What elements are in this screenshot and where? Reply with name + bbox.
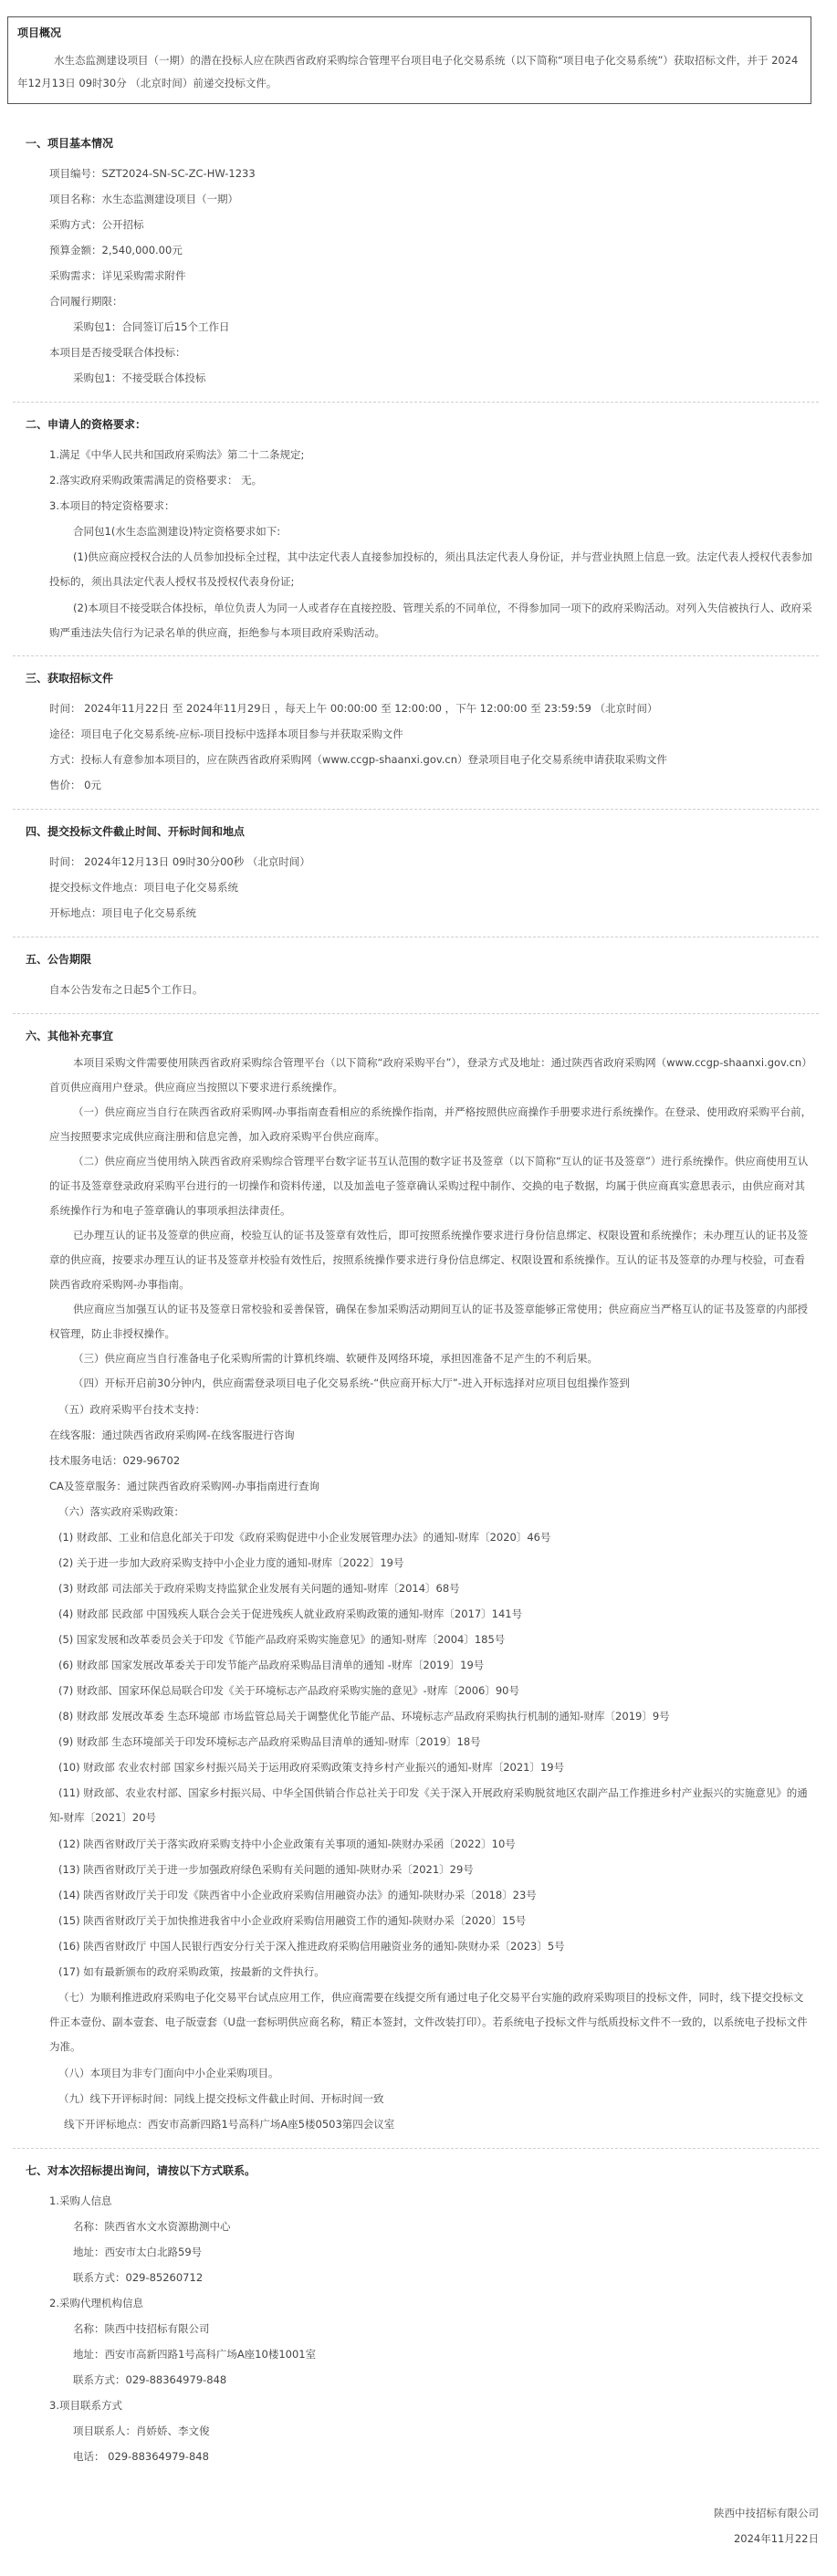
qualification-para: (1)供应商应授权合法的人员参加投标全过程，其中法定代表人直接参加投标的，须出具法定代表人身份证，并与营业执照上信息一致。法定代表人授权代表参加投标的，须出具法定代表人授权书及授权代表身份证;	[49, 550, 812, 588]
policy-item: (13) 陕西省财政厅关于进一步加强政府绿色采购有关问题的通知-陕财办采〔2021〕29号	[58, 1863, 474, 1876]
policy-item: (12) 陕西省财政厅关于落实政府采购支持中小企业政策有关事项的通知-陕财办采函〔2022〕10号	[58, 1838, 516, 1850]
policy-item: (14) 陕西省财政厅关于印发《陕西省中小企业政府采购信用融资办法》的通知-陕财办采〔2018〕23号	[58, 1889, 537, 1901]
qualification-line: 2.落实政府采购政策需满足的资格要求： 无。	[49, 474, 263, 487]
supplement-para: （三）供应商应当自行准备电子化采购所需的计算机终端、软硬件及网络环境，承担因准备不足产生的不利后果。	[73, 1352, 598, 1365]
supplement-para: （七）为顺利推进政府采购电子化交易平台试点应用工作，供应商需要在线提交所有通过电子化交易平台实施的政府采购项目的投标文件，同时，线下提交投标文件正本壹份、副本壹套、电子版壹套（U盘一套标明供应商名称，精正本签封，文件改装打印）。若系统电子投标文件与纸质投标文件不一致的，以系统电子投标文件为准。	[49, 1991, 808, 2053]
procurement-needs: 采购需求：详见采购需求附件	[49, 269, 186, 282]
policy-item: (7) 财政部、国家环保总局联合印发《关于环境标志产品政府采购实施的意见》-财库〔2006〕90号	[58, 1684, 519, 1697]
online-service: 在线客服：通过陕西省政府采购网-在线客服进行咨询	[49, 1429, 295, 1441]
supplement-para: 已办理互认的证书及签章的供应商，校验互认的证书及签章有效性后，即可按照系统操作要求进行身份信息绑定、权限设置和系统操作；未办理互认的证书及签章的供应商，按要求办理互认的证书及签章并校验有效性后，按照系统操作要求进行身份信息绑定、权限设置和系统操作。互认的证书及签章的办理与校验，可查看陕西省政府采购网-办事指南。	[49, 1229, 808, 1291]
submit-location: 提交投标文件地点：项目电子化交易系统	[49, 881, 238, 894]
tech-phone: 技术服务电话：029-96702	[49, 1454, 181, 1467]
summary-box	[7, 16, 811, 104]
divider	[13, 655, 819, 656]
section-7-heading: 七、对本次招标提出询问，请按以下方式联系。	[26, 2164, 256, 2177]
project-contact-phone: 电话： 029-88364979-848	[73, 2450, 209, 2463]
project-number: 项目编号：SZT2024-SN-SC-ZC-HW-1233	[49, 167, 256, 180]
supplement-para: （一）供应商应当自行在陕西省政府采购网-办事指南查看相应的系统操作指南，并严格按照供应商操作手册要求进行系统操作。在登录、使用政府采购平台前，应当按照要求完成供应商注册和信息完善，加入政府采购平台供应商库。	[49, 1105, 812, 1143]
section-4-heading: 四、提交投标文件截止时间、开标时间和地点	[26, 825, 246, 838]
doc-time: 时间： 2024年11月22日 至 2024年11月29日 ，每天上午 00:00:00 至 12:00:00 ，下午 12:00:00 至 23:59:59 （北京时间）	[49, 702, 658, 715]
tech-support-heading: （五）政府采购平台技术支持：	[58, 1403, 205, 1416]
supplement-para: 供应商应当加强互认的证书及签章日常校验和妥善保管，确保在参加采购活动期间互认的证书及签章能够正常使用；供应商应当严格互认的证书及签章的内部授权管理，防止非授权操作。	[49, 1303, 808, 1340]
offline-time: （九）线下开评标时间：同线上提交投标文件截止时间、开标时间一致	[58, 2092, 384, 2105]
doc-method: 方式：投标人有意参加本项目的，应在陕西省政府采购网（www.ccgp-shaanxi.gov.cn）登录项目电子化交易系统申请获取采购文件	[49, 753, 668, 766]
section-2-heading: 二、申请人的资格要求：	[26, 418, 147, 431]
supplement-para: 本项目采购文件需要使用陕西省政府采购综合管理平台（以下简称“政府采购平台”），登录方式及地址：通过陕西省政府采购网（www.ccgp-shaanxi.gov.cn）首页供应商用户登录。供应商应当按照以下要求进行系统操作。	[49, 1056, 812, 1094]
opening-location: 开标地点：项目电子化交易系统	[49, 906, 196, 919]
summary-title: 项目概况	[17, 26, 62, 39]
qualification-line: 3.本项目的特定资格要求：	[49, 499, 175, 512]
contract-period-label: 合同履行期限：	[49, 295, 123, 308]
ca-service: CA及签章服务：通过陕西省政府采购网-办事指南进行查询	[49, 1480, 320, 1492]
policy-item: (16) 陕西省财政厅 中国人民银行西安分行关于深入推进政府采购信用融资业务的通知-陕财办采〔2023〕5号	[58, 1940, 565, 1953]
section-1-heading: 一、项目基本情况	[26, 137, 114, 150]
policy-item: (1) 财政部、工业和信息化部关于印发《政府采购促进中小企业发展管理办法》的通知-财库〔2020〕46号	[58, 1531, 551, 1544]
agency-contact: 联系方式：029-88364979-848	[73, 2373, 227, 2386]
section-5-heading: 五、公告期限	[26, 953, 92, 966]
offline-location: 线下开评标地点：西安市高新四路1号高科广场A座5楼0503第四会议室	[64, 2118, 395, 2131]
section-6-heading: 六、其他补充事宜	[26, 1030, 114, 1042]
divider	[13, 402, 819, 403]
joint-bid-pkg1: 采购包1：不接受联合体投标	[73, 372, 206, 384]
sme-note: （八）本项目为非专门面向中小企业采购项目。	[58, 2067, 279, 2079]
budget-amount: 预算金额：2,540,000.00元	[49, 244, 183, 257]
agency-address: 地址：西安市高新四路1号高科广场A座10楼1001室	[73, 2348, 317, 2361]
policy-item: (17) 如有最新颁布的政府采购政策，按最新的文件执行。	[58, 1965, 325, 1978]
procurement-method: 采购方式：公开招标	[49, 218, 144, 231]
policy-item: (11) 财政部、农业农村部、国家乡村振兴局、中华全国供销合作总社关于印发《关于深入开展政府采购脱贫地区农副产品工作推进乡村产业振兴的实施意见》的通知-财库〔2021〕20号	[49, 1786, 808, 1824]
doc-price: 售价： 0元	[49, 779, 101, 791]
deadline-time: 时间： 2024年12月13日 09时30分00秒 （北京时间）	[49, 855, 310, 868]
agency-info-heading: 2.采购代理机构信息	[49, 2297, 143, 2309]
divider	[13, 809, 819, 810]
summary-text: 水生态监测建设项目（一期）的潜在投标人应在陕西省政府采购综合管理平台项目电子化交易系统（以下简称“项目电子化交易系统”）获取招标文件，并于 2024年12月13日 09时30分 （北京时间）前递交投标文件。	[17, 54, 799, 89]
qualification-para: (2)本项目不接受联合体投标，单位负责人为同一人或者存在直接控股、管理关系的不同单位，不得参加同一项下的政府采购活动。对列入失信被执行人、政府采购严重违法失信行为记录名单的供应商，拒绝参与本项目政府采购活动。	[49, 602, 812, 639]
policy-item: (5) 国家发展和改革委员会关于印发《节能产品政府采购实施意见》的通知-财库〔2004〕185号	[58, 1633, 506, 1646]
joint-bid-label: 本项目是否接受联合体投标：	[49, 346, 186, 359]
project-contact-person: 项目联系人：肖娇娇、李文俊	[73, 2424, 210, 2437]
buyer-info-heading: 1.采购人信息	[49, 2194, 112, 2207]
project-name: 项目名称：水生态监测建设项目（一期）	[49, 193, 238, 205]
divider	[13, 2148, 819, 2149]
policy-item: (3) 财政部 司法部关于政府采购支持监狱企业发展有关问题的通知-财库〔2014〕68号	[58, 1582, 460, 1595]
policy-heading: （六）落实政府采购政策：	[58, 1505, 184, 1518]
footer-org: 陕西中技招标有限公司	[714, 2507, 819, 2519]
doc-route: 途径：项目电子化交易系统-应标-项目投标中选择本项目参与并获取采购文件	[49, 728, 403, 740]
buyer-contact: 联系方式：029-85260712	[73, 2271, 204, 2284]
policy-item: (8) 财政部 发展改革委 生态环境部 市场监管总局关于调整优化节能产品、环境标志产品政府采购执行机制的通知-财库〔2019〕9号	[58, 1710, 670, 1723]
contract-period-pkg1: 采购包1：合同签订后15个工作日	[73, 320, 230, 333]
notice-period: 自本公告发布之日起5个工作日。	[49, 983, 204, 996]
supplement-para: （四）开标开启前30分钟内，供应商需登录项目电子化交易系统-“供应商开标大厅”-进入开标选择对应项目包组操作签到	[73, 1377, 630, 1389]
qualification-line: 1.满足《中华人民共和国政府采购法》第二十二条规定;	[49, 448, 305, 461]
policy-item: (2) 关于进一步加大政府采购支持中小企业力度的通知-财库〔2022〕19号	[58, 1556, 404, 1569]
policy-item: (4) 财政部 民政部 中国残疾人联合会关于促进残疾人就业政府采购政策的通知-财库〔2017〕141号	[58, 1607, 523, 1620]
section-3-heading: 三、获取招标文件	[26, 672, 114, 685]
project-contact-heading: 3.项目联系方式	[49, 2399, 122, 2412]
policy-item: (6) 财政部 国家发展改革委关于印发节能产品政府采购品目清单的通知 -财库〔2019〕19号	[58, 1659, 485, 1671]
policy-item: (15) 陕西省财政厅关于加快推进我省中小企业政府采购信用融资工作的通知-陕财办采〔2020〕15号	[58, 1914, 527, 1927]
policy-item: (9) 财政部 生态环境部关于印发环境标志产品政府采购品目清单的通知-财库〔2019〕18号	[58, 1735, 481, 1748]
footer-date: 2024年11月22日	[733, 2532, 819, 2545]
buyer-name: 名称：陕西省水文水资源勘测中心	[73, 2220, 231, 2233]
buyer-address: 地址：西安市太白北路59号	[73, 2246, 203, 2258]
agency-name: 名称：陕西中技招标有限公司	[73, 2322, 210, 2335]
policy-item: (10) 财政部 农业农村部 国家乡村振兴局关于运用政府采购政策支持乡村产业振兴的通知-财库〔2021〕19号	[58, 1761, 565, 1774]
supplement-para: （二）供应商应当使用纳入陕西省政府采购综合管理平台数字证书互认范围的数字证书及签章（以下简称“互认的证书及签章”）进行系统操作。供应商使用互认的证书及签章登录政府采购平台进行的一切操作和资料传递，以及加盖电子签章确认采购过程中制作、交换的电子数据，均属于供应商真实意思表示，由供应商对其系统操作行为和电子签章确认的事项承担法律责任。	[49, 1155, 809, 1217]
divider	[13, 1013, 819, 1014]
qualification-line: 合同包1(水生态监测建设)特定资格要求如下:	[73, 525, 281, 538]
